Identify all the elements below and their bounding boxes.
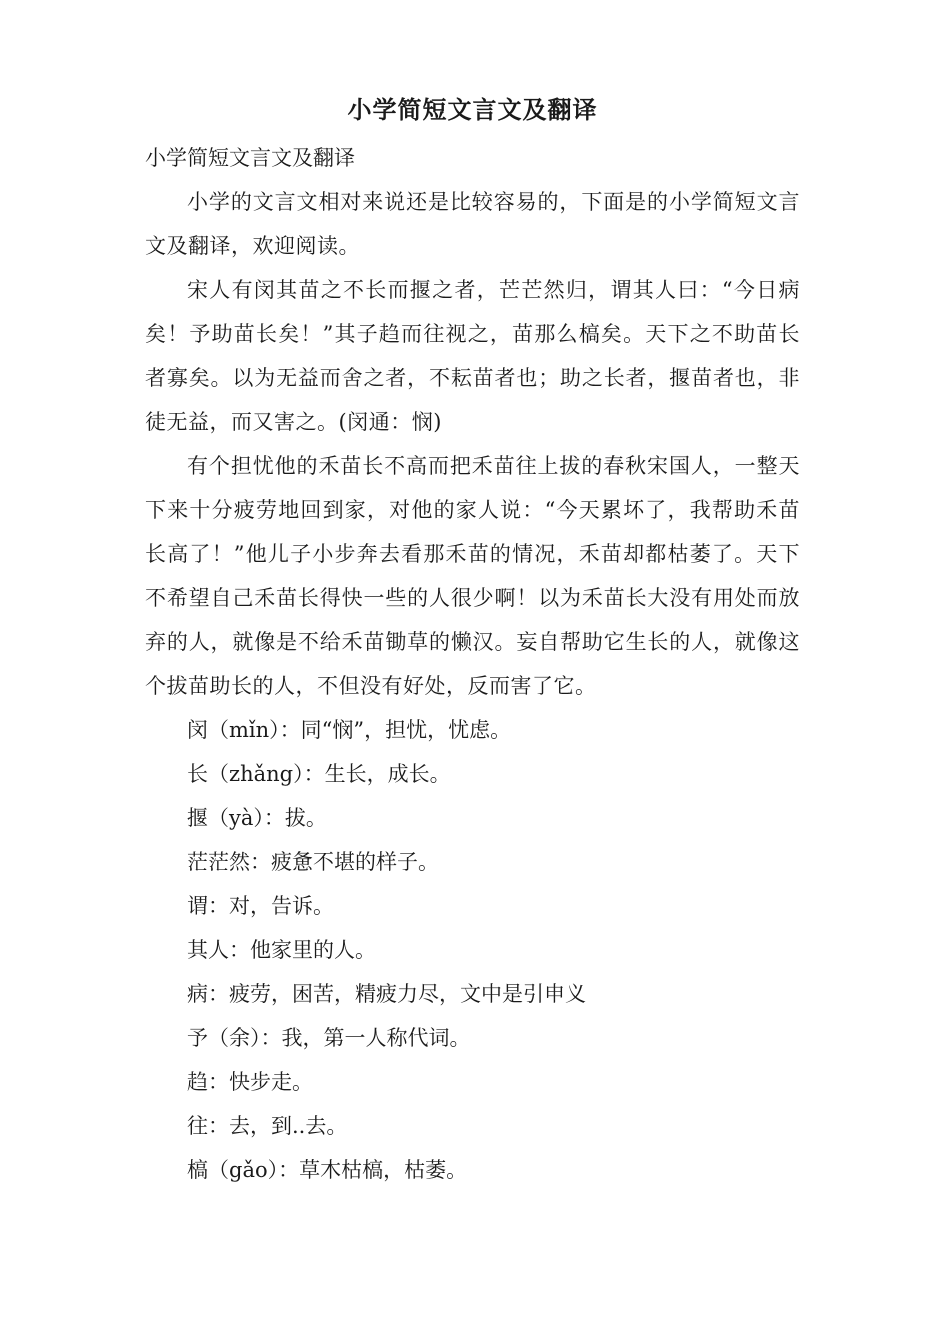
note-item: 长（zhǎng）：生长，成长。	[187, 762, 451, 786]
notes-list	[145, 708, 800, 1192]
translation-paragraph: 有个担忧他的禾苗长不高而把禾苗往上拔的春秋宋国人，一整天下来十分疲劳地回到家，对他的家人说：“今天累坏了，我帮助禾苗长高了！”他儿子小步奔去看那禾苗的情况，禾苗却都枯萎了。天下不希望自己禾苗长得快一些的人很少啊！以为禾苗长大没有用处而放弃的人，就像是不给禾苗锄草的懒汉。妄自帮助它生长的人，就像这个拔苗助长的人，不但没有好处，反而害了它。	[145, 454, 800, 698]
note-item: 槁（gǎo）：草木枯槁，枯萎。	[187, 1158, 468, 1182]
note-item: 往：去，到..去。	[187, 1114, 348, 1138]
document-title: 小学简短文言文及翻译	[347, 95, 598, 124]
note-item: 揠（yà）：拔。	[187, 806, 327, 830]
original-text-paragraph: 宋人有闵其苗之不长而揠之者，芒芒然归，谓其人曰：“今日病矣！予助苗长矣！”其子趋而往视之，苗那么槁矣。天下之不助苗长者寡矣。以为无益而舍之者，不耘苗者也；助之长者，揠苗者也，非徒无益，而又害之。(闵通：悯)	[145, 278, 800, 434]
note-item: 病：疲劳，困苦，精疲力尽，文中是引申义	[187, 982, 586, 1006]
intro-paragraph: 小学的文言文相对来说还是比较容易的，下面是的小学简短文言文及翻译，欢迎阅读。	[145, 190, 800, 258]
note-item: 其人：他家里的人。	[187, 938, 376, 962]
note-item: 谓：对，告诉。	[187, 894, 334, 918]
note-item: 茫茫然：疲惫不堪的样子。	[187, 850, 439, 874]
document-subtitle: 小学简短文言文及翻译	[145, 146, 355, 170]
note-item: 予（余）：我，第一人称代词。	[187, 1026, 471, 1050]
document-page	[145, 88, 800, 1192]
note-item: 闵（mǐn）：同“悯”，担忧，忧虑。	[187, 718, 512, 742]
note-item: 趋：快步走。	[187, 1070, 313, 1094]
